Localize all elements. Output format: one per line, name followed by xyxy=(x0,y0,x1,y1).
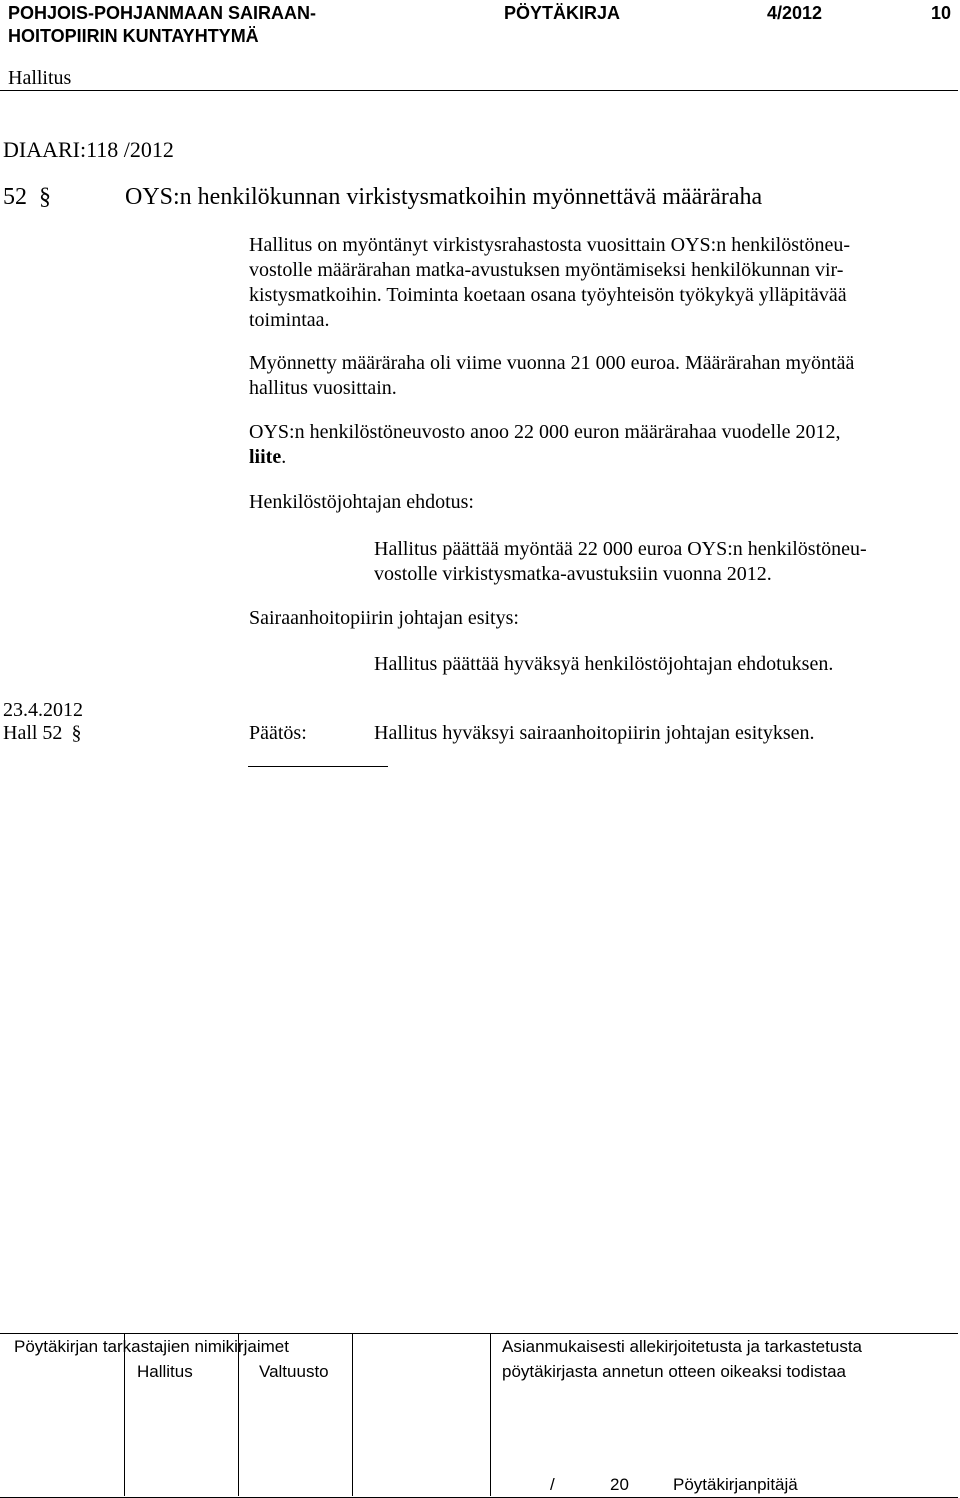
footer-date-slash: / xyxy=(550,1475,555,1494)
presentation-text: Hallitus päättää hyväksyä henkilöstöjohtajan ehdotuksen. xyxy=(374,653,834,675)
decision-reference xyxy=(3,721,81,745)
page-number: 10 xyxy=(931,3,952,23)
footer-divider xyxy=(352,1333,353,1496)
paragraph-line: vostolle määrärahan matka-avustuksen myöntämiseksi henkilökunnan vir- xyxy=(249,259,844,281)
section-title: OYS:n henkilökunnan virkistysmatkoihin myönnettävä määräraha xyxy=(125,184,763,210)
footer-signer: Pöytäkirjanpitäjä xyxy=(673,1475,798,1494)
section-number-value: 52 xyxy=(3,184,27,210)
org-name-line1: POHJOIS-POHJANMAAN SAIRAAN- xyxy=(8,3,317,23)
paragraph-end: . xyxy=(281,446,287,468)
proposal-label: Henkilöstöjohtajan ehdotus: xyxy=(249,491,474,513)
footer-year: 20 xyxy=(610,1475,629,1494)
footer-initials-title: Pöytäkirjan tarkastajien nimikirjaimet xyxy=(14,1337,289,1356)
body-name: Hallitus xyxy=(8,67,72,89)
issue-number: 4/2012 xyxy=(767,3,823,23)
footer-certification-line1: Asianmukaisesti allekirjoitetusta ja tarkastetusta xyxy=(502,1337,862,1356)
section-number xyxy=(3,183,51,211)
decision-date: 23.4.2012 xyxy=(3,699,83,721)
paragraph-line: Hallitus on myöntänyt virkistysrahastosta vuosittain OYS:n henkilöstöneu- xyxy=(249,234,851,256)
header-divider xyxy=(0,90,958,91)
decision-text: Hallitus hyväksyi sairaanhoitopiirin johtajan esityksen. xyxy=(374,722,815,744)
section-symbol: § xyxy=(71,722,82,744)
paragraph-3 xyxy=(249,420,841,470)
end-rule xyxy=(248,766,388,767)
signature-footer xyxy=(0,1333,958,1496)
paragraph-line: Myönnetty määräraha oli viime vuonna 21 000 euroa. Määrärahan myöntää xyxy=(249,352,855,374)
presentation-label: Sairaanhoitopiirin johtajan esitys: xyxy=(249,607,519,629)
section-symbol: § xyxy=(39,184,51,210)
paragraph-2 xyxy=(249,351,854,401)
paragraph-1 xyxy=(249,233,850,333)
paragraph-line: hallitus vuosittain. xyxy=(249,377,397,399)
paragraph-line: Hallitus päättää myöntää 22 000 euroa OYS:n henkilöstöneu- xyxy=(374,538,867,560)
proposal-text xyxy=(374,537,867,587)
footer-certification-line2: pöytäkirjasta annetun otteen oikeaksi todistaa xyxy=(502,1362,847,1381)
paragraph-line: kistysmatkoihin. Toiminta koetaan osana työyhteisön työkykyä ylläpitävää xyxy=(249,284,847,306)
paragraph-line: toimintaa. xyxy=(249,309,330,331)
diaari-number: DIAARI:118 /2012 xyxy=(3,137,174,162)
decision-label: Päätös: xyxy=(249,722,307,744)
footer-col-valtuusto: Valtuusto xyxy=(259,1362,329,1381)
paragraph-line xyxy=(249,445,841,470)
org-name-line2: HOITOPIIRIN KUNTAYHTYMÄ xyxy=(8,26,259,46)
attachment-reference: liite xyxy=(249,446,282,468)
paragraph-line: OYS:n henkilöstöneuvosto anoo 22 000 euron määrärahaa vuodelle 2012, xyxy=(249,421,841,443)
paragraph-line: vostolle virkistysmatka-avustuksiin vuonna 2012. xyxy=(374,563,772,585)
footer-col-hallitus: Hallitus xyxy=(137,1362,193,1381)
doc-type: PÖYTÄKIRJA xyxy=(504,3,621,23)
footer-divider xyxy=(490,1333,491,1496)
decision-reference-value: Hall 52 xyxy=(3,722,63,744)
